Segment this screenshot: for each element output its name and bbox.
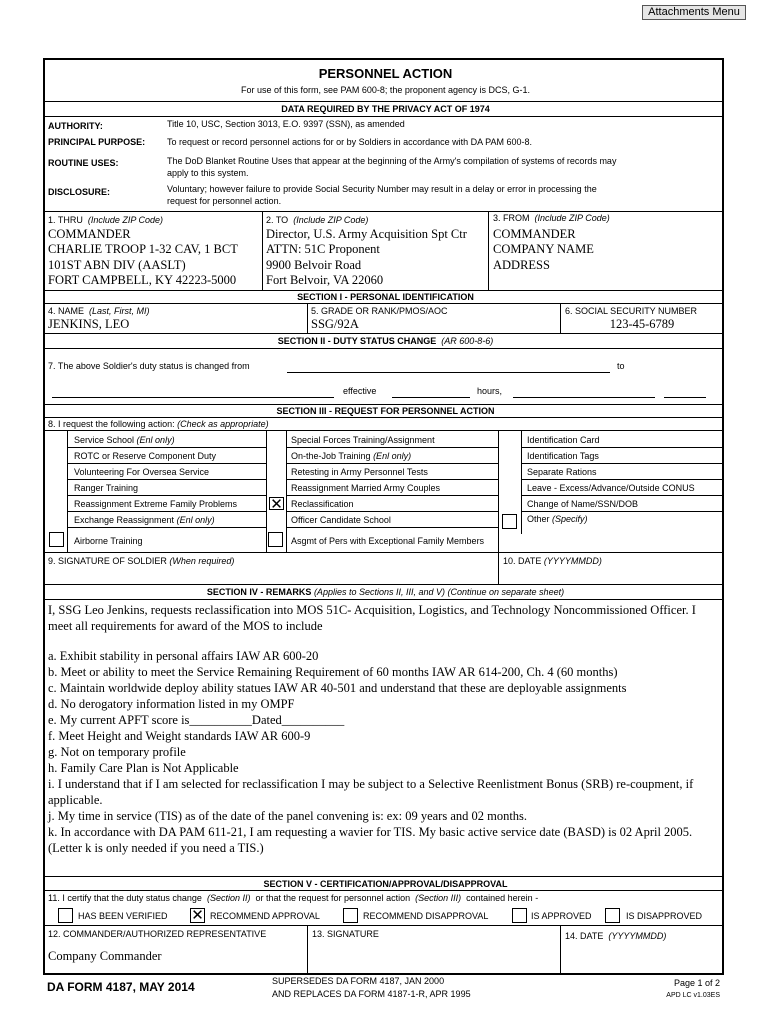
disclosure-text-2: request for personnel action. [167, 196, 282, 206]
to-line-3[interactable]: 9900 Belvoir Road [266, 258, 362, 272]
from-line-3[interactable]: ADDRESS [493, 258, 550, 272]
soldier-signature-label: 9. SIGNATURE OF SOLDIER (When required) [48, 556, 235, 566]
rotc-option[interactable]: ROTC or Reserve Component Duty [74, 451, 217, 461]
special-forces-option[interactable]: Special Forces Training/Assignment [291, 435, 435, 445]
section-1-header: SECTION I - PERSONAL IDENTIFICATION [297, 292, 474, 302]
recommend-disapproval-checkbox[interactable] [343, 908, 358, 923]
retesting-option[interactable]: Retesting in Army Personnel Tests [291, 467, 428, 477]
date-10-label: 10. DATE (YYYYMMDD) [503, 556, 602, 566]
supersedes-line-1: SUPERSEDES DA FORM 4187, JAN 2000 [272, 976, 445, 986]
privacy-header: DATA REQUIRED BY THE PRIVACY ACT OF 1974 [281, 104, 490, 114]
has-been-verified-checkbox[interactable] [58, 908, 73, 923]
ocs-option[interactable]: Officer Candidate School [291, 515, 391, 525]
commander-label: 12. COMMANDER/AUTHORIZED REPRESENTATIVE [48, 929, 267, 939]
ojt-option[interactable]: On-the-Job Training (Enl only) [291, 451, 412, 461]
exceptional-family-checkbox[interactable] [268, 532, 283, 547]
recommend-approval-checkbox[interactable]: ✕ [191, 906, 204, 924]
disclosure-label: DISCLOSURE: [48, 187, 111, 197]
commander-value[interactable]: Company Commander [48, 949, 162, 963]
thru-line-3[interactable]: 101ST ABN DIV (AASLT) [48, 258, 186, 272]
section-3-header: SECTION III - REQUEST FOR PERSONNEL ACTION [276, 406, 495, 416]
to-line-1[interactable]: Director, U.S. Army Acquisition Spt Ctr [266, 227, 467, 241]
is-approved-label: IS APPROVED [531, 911, 592, 921]
grade-label: 5. GRADE OR RANK/PMOS/AOC [311, 306, 448, 316]
purpose-label: PRINCIPAL PURPOSE: [48, 137, 146, 147]
ranger-training-option[interactable]: Ranger Training [74, 483, 139, 493]
leave-option[interactable]: Leave - Excess/Advance/Outside CONUS [527, 483, 695, 493]
remarks-text[interactable]: I, SSG Leo Jenkins, requests reclassification into MOS 51C- Acquisition, Logistics, and Technology Noncommissioned Officer. I meet all requirements for award of the MOS to include a. Exhibit stability in personal affairs IAW AR 600-20 b. Meet or ability to meet the Service Remaining Requirement of 60 months IAW AR 614-200, Ch. 4 (60 months) c. Maintain worldwide deploy ability statues IAW AR 40-501 and understand that these are deployable assignments d. No derogatory information listed in my OMPF e. My current APFT score is__________Dated__________ f. Meet Height and Weight standards IAW AR 600-9 g. Not on temporary profile h. Family Care Plan is Not Applicable i. I understand that if I am selected for reclassification I may be subject to a Selective Reenlistment Bonus (SRB) re-coupment, if applicable. j. My time in service (TIS) as of the date of the panel convening is: ex: 09 years and 02 months. k. In accordance with DA PAM 611-21, I am requesting a wavier for TIS. My basic active service date (BASD) is 02 April 2005. (Letter k is only needed if you need a TIS.) [48, 603, 696, 855]
section-2-header: SECTION II - DUTY STATUS CHANGE (AR 600-8-6) [277, 336, 494, 346]
section-5-header: SECTION V - CERTIFICATION/APPROVAL/DISAPPROVAL [263, 879, 508, 889]
service-school-option[interactable]: Service School (Enl only) [74, 435, 175, 445]
ssn-value[interactable]: 123-45-6789 [609, 317, 675, 331]
name-label: 4. NAME (Last, First, MI) [48, 306, 150, 316]
hours-field[interactable] [513, 397, 655, 398]
status-to-field[interactable] [52, 397, 334, 398]
attachments-menu-button[interactable]: Attachments Menu [642, 5, 746, 20]
has-been-verified-label: HAS BEEN VERIFIED [78, 911, 168, 921]
to-line-4[interactable]: Fort Belvoir, VA 22060 [266, 273, 384, 287]
effective-date-field[interactable] [392, 397, 470, 398]
separate-rations-option[interactable]: Separate Rations [527, 467, 597, 477]
item-11-label: 11. I certify that the duty status change (Section II) or that the request for personnel action (Section III) contained herein - [48, 893, 539, 903]
to-word: to [617, 361, 625, 371]
date-14-label: 14. DATE (YYYYMMDD) [565, 931, 667, 941]
exchange-reassignment-option[interactable]: Exchange Reassignment (Enl only) [74, 515, 215, 525]
is-disapproved-checkbox[interactable] [605, 908, 620, 923]
is-disapproved-label: IS DISAPPROVED [626, 911, 703, 921]
page-number: Page 1 of 2 [673, 978, 720, 988]
status-from-field[interactable] [287, 372, 610, 373]
section-4-header: SECTION IV - REMARKS (Applies to Sections II, III, and V) (Continue on separate sheet) [206, 587, 565, 597]
reclassification-checkbox[interactable]: ✕ [270, 495, 283, 513]
to-label: 2. TO (Include ZIP Code) [266, 215, 369, 225]
reclassification-option[interactable]: Reclassification [291, 499, 354, 509]
airborne-training-checkbox[interactable] [49, 532, 64, 547]
effective-word: effective [343, 386, 377, 396]
disclosure-text-1: Voluntary; however failure to provide Social Security Number may result in a delay or error in processing the [167, 184, 597, 194]
from-label: 3. FROM (Include ZIP Code) [493, 213, 610, 223]
recommend-approval-label: RECOMMEND APPROVAL [210, 911, 320, 921]
ssn-label: 6. SOCIAL SECURITY NUMBER [565, 306, 698, 316]
recommend-disapproval-label: RECOMMEND DISAPPROVAL [363, 911, 489, 921]
from-line-1[interactable]: COMMANDER [493, 227, 576, 241]
is-approved-checkbox[interactable] [512, 908, 527, 923]
item-8-label: 8. I request the following action: (Check as appropriate) [48, 419, 269, 429]
airborne-training-option[interactable]: Airborne Training [74, 536, 143, 546]
exceptional-family-option[interactable]: Asgmt of Pers with Exceptional Family Members [291, 536, 485, 546]
thru-line-2[interactable]: CHARLIE TROOP 1-32 CAV, 1 BCT [48, 242, 238, 256]
id-tags-option[interactable]: Identification Tags [527, 451, 599, 461]
authority-label: AUTHORITY: [48, 121, 103, 131]
name-value[interactable]: JENKINS, LEO [48, 317, 130, 331]
married-couples-option[interactable]: Reassignment Married Army Couples [291, 483, 441, 493]
hours-extra-field[interactable] [664, 397, 706, 398]
form-title: PERSONNEL ACTION [318, 66, 453, 81]
form-id: DA FORM 4187, MAY 2014 [47, 980, 195, 994]
other-checkbox[interactable] [502, 514, 517, 529]
version-label: APD LC v1.03ES [666, 992, 720, 999]
routine-uses-label: ROUTINE USES: [48, 158, 119, 168]
signature-13-label: 13. SIGNATURE [312, 929, 379, 939]
hours-word: hours, [477, 386, 503, 396]
thru-line-1[interactable]: COMMANDER [48, 227, 131, 241]
routine-uses-text-1: The DoD Blanket Routine Uses that appear at the beginning of the Army's compilation of systems of records may [167, 156, 617, 166]
routine-uses-text-2: apply to this system. [167, 168, 249, 178]
id-card-option[interactable]: Identification Card [527, 435, 600, 445]
grade-value[interactable]: SSG/92A [311, 317, 359, 331]
thru-line-4[interactable]: FORT CAMPBELL, KY 42223-5000 [48, 273, 237, 287]
purpose-text: To request or record personnel actions for or by Soldiers in accordance with DA PAM 600-8. [167, 137, 533, 147]
form-subtitle: For use of this form, see PAM 600-8; the proponent agency is DCS, G-1. [241, 85, 530, 95]
authority-text: Title 10, USC, Section 3013, E.O. 9397 (SSN), as amended [167, 119, 405, 129]
other-option[interactable]: Other (Specify) [527, 514, 588, 524]
item-7-label: 7. The above Soldier's duty status is changed from [48, 361, 250, 371]
from-line-2[interactable]: COMPANY NAME [493, 242, 594, 256]
supersedes-line-2: AND REPLACES DA FORM 4187-1-R, APR 1995 [272, 989, 471, 999]
to-line-2[interactable]: ATTN: 51C Proponent [266, 242, 380, 256]
family-problems-option[interactable]: Reassignment Extreme Family Problems [74, 499, 238, 509]
name-change-option[interactable]: Change of Name/SSN/DOB [527, 499, 639, 509]
oversea-service-option[interactable]: Volunteering For Oversea Service [74, 467, 210, 477]
thru-label: 1. THRU (Include ZIP Code) [48, 215, 164, 225]
